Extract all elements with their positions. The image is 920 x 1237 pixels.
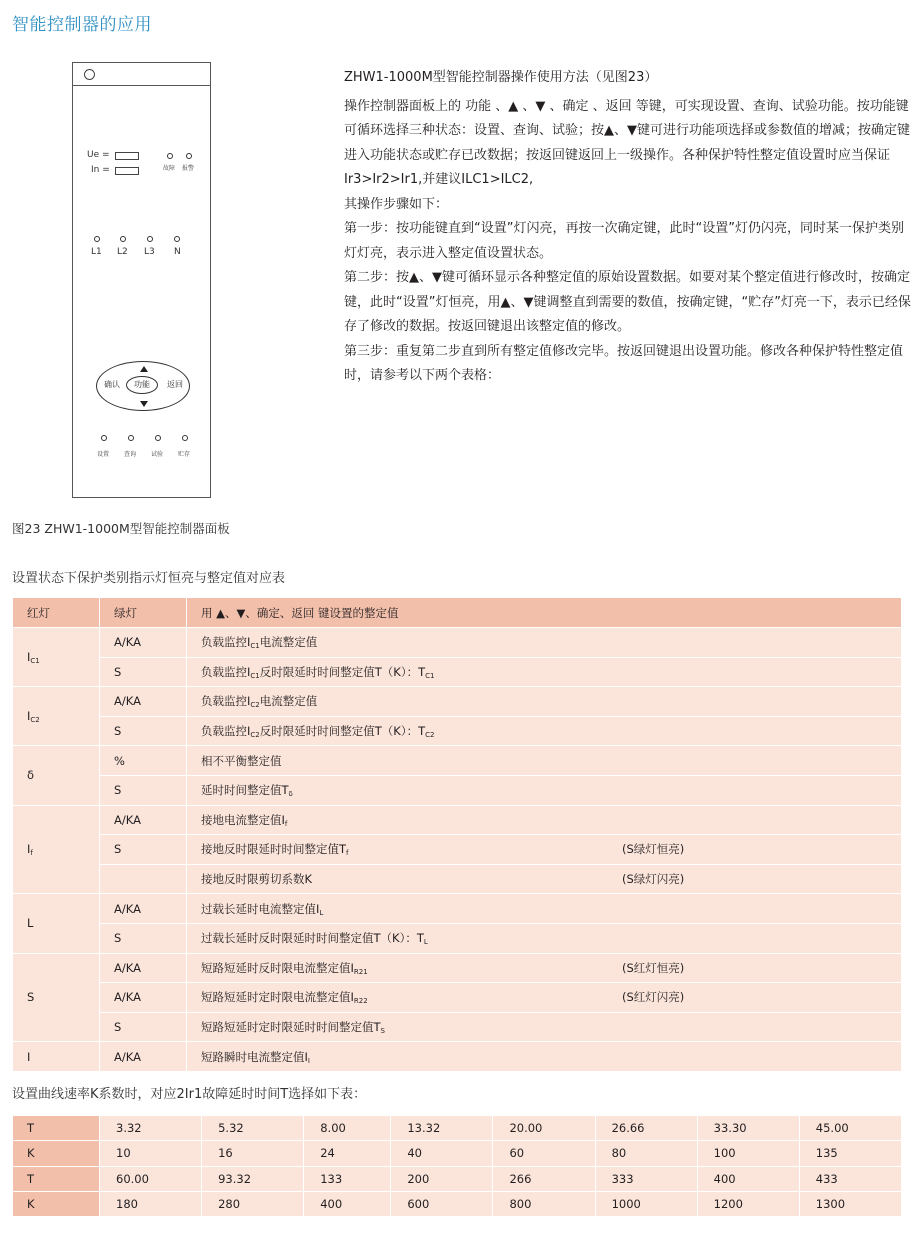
setting-description: 过载长延时反时限延时时间整定值T（K）：T: [201, 931, 424, 946]
value-cell: 5.32: [202, 1116, 304, 1141]
status-label-store: 贮存: [178, 451, 191, 458]
keypad-ring: [96, 361, 190, 411]
setting-description-tail: 电流整定值: [259, 635, 318, 650]
settings-table-title: 设置状态下保护类别指示灯恒亮与整定值对应表: [12, 571, 286, 586]
green-light-cell: %: [100, 746, 187, 776]
setting-subscript: C2: [250, 701, 260, 710]
setting-description-tail: 电流整定值: [259, 694, 318, 709]
setting-description: 相不平衡整定值: [201, 753, 282, 768]
row-label-cell: K: [13, 1141, 100, 1166]
table-row: [13, 1116, 902, 1141]
value-cell: 13.32: [391, 1116, 493, 1141]
row-label-cell: T: [13, 1166, 100, 1191]
table-row: [13, 894, 902, 924]
value-cell: 266: [493, 1166, 595, 1191]
setting-description-cell: [187, 1012, 902, 1042]
setting-description-cell: [187, 746, 902, 776]
setting-description-cell: [187, 864, 902, 894]
return-key: 返回: [167, 380, 183, 389]
red-light-symbol: S: [27, 990, 35, 1005]
value-cell: 45.00: [799, 1116, 901, 1141]
controller-panel-figure: [72, 62, 211, 498]
instructions-paragraph: 其操作步骤如下：: [344, 196, 449, 212]
ue-display: [115, 152, 139, 160]
status-label-query: 查询: [124, 451, 137, 458]
settings-table: [12, 597, 902, 1072]
value-cell: 600: [391, 1191, 493, 1216]
in-display: [115, 167, 139, 175]
setting-description-cell: [187, 805, 902, 835]
table-row: [13, 1042, 902, 1072]
table-row: [13, 1141, 902, 1166]
query-led-icon: [128, 435, 134, 441]
green-light-cell: S: [100, 716, 187, 746]
n-led-icon: [174, 236, 180, 242]
setting-description-cell: [187, 953, 902, 983]
table-row: [13, 1166, 902, 1191]
k-factor-table-title: 设置曲线速率K系数时，对应2Ir1故障延时时间T选择如下表：: [12, 1087, 367, 1102]
table-row: [13, 1191, 902, 1216]
value-cell: 16: [202, 1141, 304, 1166]
instructions-step-2: 第二步：按▲、▼键可循环显示各种整定值的原始设置数据。如要对某个整定值进行修改时，按确定键，此时“设置”灯恒亮，用▲、▼键调整直到需要的数值，按确定键，“贮存”灯亮一下，表示已经保存了修改的数据。按返回键退出该整定值的修改。: [344, 270, 911, 334]
value-cell: 400: [697, 1166, 799, 1191]
red-light-cell: [13, 687, 100, 746]
green-light-cell: A/KA: [100, 687, 187, 717]
value-cell: 20.00: [493, 1116, 595, 1141]
setting-subscript: R22: [353, 997, 368, 1006]
setting-description: 负载监控I: [201, 724, 251, 739]
value-cell: 280: [202, 1191, 304, 1216]
setting-subscript: C2: [250, 731, 260, 740]
status-label-test: 试验: [151, 451, 164, 458]
phase-label-l2: L2: [117, 247, 128, 257]
l3-led-icon: [147, 236, 153, 242]
setting-description: 短路短延时定时限延时时间整定值T: [201, 1020, 381, 1035]
fault-label: 故障: [163, 165, 176, 172]
table-row: [13, 775, 902, 805]
setting-description-cell: [187, 835, 902, 865]
setting-description-cell: [187, 657, 902, 687]
setting-description-cell: [187, 983, 902, 1013]
instructions-step-1: 第一步：按功能键直到“设置”灯闪亮，再按一次确定键，此时“设置”灯仍闪亮，同时某一保护类别灯灯亮，表示进入整定值设置状态。: [344, 221, 904, 261]
setting-subscript: L: [423, 938, 428, 947]
store-led-icon: [182, 435, 188, 441]
setting-description-cell: [187, 894, 902, 924]
green-light-cell: A/KA: [100, 805, 187, 835]
table-row: [13, 746, 902, 776]
value-cell: 433: [799, 1166, 901, 1191]
table-row: [13, 805, 902, 835]
setting-note: (S绿灯闪亮): [622, 872, 685, 887]
setting-description-cell: [187, 1042, 902, 1072]
value-cell: 26.66: [595, 1116, 697, 1141]
green-light-cell: [100, 864, 187, 894]
row-label-cell: T: [13, 1116, 100, 1141]
header-green-light: 绿灯: [100, 598, 187, 628]
alarm-label: 报警: [182, 165, 195, 172]
setting-note: (S绿灯恒亮): [622, 842, 685, 857]
value-cell: 400: [304, 1191, 391, 1216]
value-cell: 200: [391, 1166, 493, 1191]
red-light-symbol: L: [27, 916, 34, 931]
green-light-cell: S: [100, 775, 187, 805]
red-light-symbol: I: [27, 649, 31, 664]
setting-description: 短路短延时反时限电流整定值I: [201, 960, 354, 975]
value-cell: 333: [595, 1166, 697, 1191]
header-red-light: 红灯: [13, 598, 100, 628]
setting-subscript: δ: [288, 790, 293, 799]
setting-description-cell: [187, 716, 902, 746]
value-cell: 93.32: [202, 1166, 304, 1191]
green-light-cell: S: [100, 657, 187, 687]
setting-description-cell: [187, 775, 902, 805]
value-cell: 180: [100, 1191, 202, 1216]
setting-description-tail: 反时限延时时间整定值T（K）：T: [259, 724, 426, 739]
red-light-cell: [13, 894, 100, 953]
green-light-cell: S: [100, 1012, 187, 1042]
phase-label-n: N: [174, 247, 181, 257]
ue-label: Ue =: [87, 150, 110, 160]
setting-description-tail: 反时限延时时间整定值T（K）：T: [259, 664, 426, 679]
red-light-subscript: C2: [30, 715, 40, 724]
instructions-paragraph: 操作控制器面板上的 功能 、▲ 、▼ 、确定 、返回 等键，可实现设置、查询、试验功能。按功能键可循环选择三种状态：设置、查询、试验；按▲、▼键可进行功能项选择或参数值的增减；按确定键进入功能状态或贮存已改数据；按返回键返回上一级操作。各种保护特性整定值设置时应当保证Ir3>Ir2>Ir1,并建议ILC1>ILC2,: [344, 98, 910, 187]
test-led-icon: [155, 435, 161, 441]
status-label-setting: 设置: [97, 451, 110, 458]
setting-description-cell: [187, 628, 902, 658]
phase-label-l3: L3: [144, 247, 155, 257]
setting-note: (S红灯闪亮): [622, 990, 685, 1005]
table-row: [13, 864, 902, 894]
table-row: [13, 687, 902, 717]
red-light-subscript: C1: [30, 656, 40, 665]
setting-subscript: S: [380, 1027, 385, 1036]
green-light-cell: S: [100, 835, 187, 865]
instructions-heading: ZHW1-1000M型智能控制器操作使用方法（见图23）: [344, 70, 658, 85]
green-light-cell: A/KA: [100, 953, 187, 983]
value-cell: 8.00: [304, 1116, 391, 1141]
setting-description-cell: [187, 923, 902, 953]
value-cell: 1200: [697, 1191, 799, 1216]
setting-subscript: C1: [425, 671, 435, 680]
setting-subscript: I: [307, 1056, 310, 1065]
setting-subscript: C1: [250, 642, 260, 651]
table-row: [13, 835, 902, 865]
instructions-step-3: 第三步：重复第二步直到所有整定值修改完毕。按返回键退出设置功能。修改各种保护特性整定值时，请参考以下两个表格：: [344, 343, 904, 383]
value-cell: 24: [304, 1141, 391, 1166]
setting-description: 过载长延时电流整定值I: [201, 901, 320, 916]
setting-subscript: C2: [425, 731, 435, 740]
setting-led-icon: [101, 435, 107, 441]
l1-led-icon: [94, 236, 100, 242]
value-cell: 60.00: [100, 1166, 202, 1191]
setting-description-cell: [187, 687, 902, 717]
red-light-symbol: I: [27, 841, 31, 856]
value-cell: 80: [595, 1141, 697, 1166]
setting-description: 接地反时限剪切系数K: [201, 872, 313, 887]
setting-note: (S红灯恒亮): [622, 960, 685, 975]
table-row: [13, 716, 902, 746]
in-label: In =: [91, 165, 110, 175]
value-cell: 1300: [799, 1191, 901, 1216]
table-row: [13, 628, 902, 658]
table-row: [13, 923, 902, 953]
up-arrow-key-icon: [140, 366, 148, 372]
fault-led-icon: [167, 153, 173, 159]
value-cell: 3.32: [100, 1116, 202, 1141]
table-row: [13, 953, 902, 983]
value-cell: 40: [391, 1141, 493, 1166]
setting-description: 接地电流整定值I: [201, 812, 285, 827]
operation-instructions: [344, 66, 914, 389]
k-factor-table: [12, 1115, 902, 1217]
setting-subscript: f: [346, 849, 349, 858]
green-light-cell: A/KA: [100, 894, 187, 924]
down-arrow-key-icon: [140, 401, 148, 407]
table-row: [13, 1012, 902, 1042]
table-header-row: [13, 598, 902, 628]
red-light-symbol: I: [27, 1049, 31, 1064]
setting-description: 负载监控I: [201, 694, 251, 709]
green-light-cell: S: [100, 923, 187, 953]
setting-subscript: C1: [250, 671, 260, 680]
row-label-cell: K: [13, 1191, 100, 1216]
green-light-cell: A/KA: [100, 983, 187, 1013]
red-light-subscript: f: [30, 848, 33, 857]
green-light-cell: A/KA: [100, 1042, 187, 1072]
page-title: 智能控制器的应用: [12, 15, 152, 35]
setting-description: 短路瞬时电流整定值I: [201, 1049, 308, 1064]
setting-description: 延时时间整定值T: [201, 783, 289, 798]
setting-subscript: R21: [353, 967, 368, 976]
setting-description: 短路短延时定时限电流整定值I: [201, 990, 354, 1005]
setting-description: 负载监控I: [201, 635, 251, 650]
figure-caption: 图23 ZHW1-1000M型智能控制器面板: [12, 521, 230, 536]
alarm-led-icon: [186, 153, 192, 159]
red-light-symbol: δ: [27, 768, 35, 783]
table-row: [13, 983, 902, 1013]
l2-led-icon: [120, 236, 126, 242]
value-cell: 1000: [595, 1191, 697, 1216]
value-cell: 100: [697, 1141, 799, 1166]
value-cell: 133: [304, 1166, 391, 1191]
red-light-symbol: I: [27, 708, 31, 723]
table-row: [13, 657, 902, 687]
red-light-cell: [13, 746, 100, 805]
green-light-cell: A/KA: [100, 628, 187, 658]
value-cell: 10: [100, 1141, 202, 1166]
value-cell: 135: [799, 1141, 901, 1166]
red-light-cell: [13, 953, 100, 1042]
function-key: 功能: [126, 376, 158, 394]
header-setting-value: 用 ▲、▼、确定、返回 键设置的整定值: [187, 598, 902, 628]
value-cell: 33.30: [697, 1116, 799, 1141]
mounting-hole-icon: [84, 69, 95, 80]
red-light-cell: [13, 1042, 100, 1072]
phase-label-l1: L1: [91, 247, 102, 257]
setting-description: 接地反时限延时时间整定值T: [201, 842, 347, 857]
value-cell: 800: [493, 1191, 595, 1216]
value-cell: 60: [493, 1141, 595, 1166]
setting-description: 负载监控I: [201, 664, 251, 679]
setting-subscript: f: [284, 819, 288, 828]
confirm-key: 确认: [104, 380, 120, 389]
red-light-cell: [13, 628, 100, 687]
red-light-cell: [13, 805, 100, 894]
setting-subscript: L: [319, 908, 324, 917]
